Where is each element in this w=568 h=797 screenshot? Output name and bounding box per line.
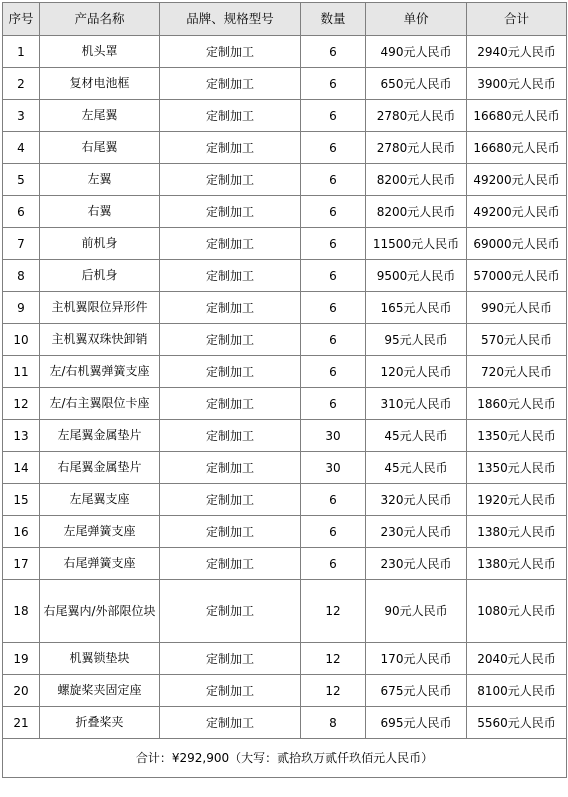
table-row bbox=[3, 36, 567, 68]
cell-brand-spec: 定制加工 bbox=[160, 388, 301, 420]
table-row bbox=[3, 580, 567, 643]
cell-unit-price: 650元人民币 bbox=[366, 68, 467, 100]
cell-unit-price: 120元人民币 bbox=[366, 356, 467, 388]
cell-unit-price: 95元人民币 bbox=[366, 324, 467, 356]
cell-brand-spec: 定制加工 bbox=[160, 68, 301, 100]
header-unit-price: 单价 bbox=[366, 3, 467, 36]
table-row bbox=[3, 420, 567, 452]
table-row bbox=[3, 675, 567, 707]
cell-product-name: 左/右机翼弹簧支座 bbox=[40, 356, 160, 388]
cell-quantity: 6 bbox=[301, 484, 366, 516]
cell-product-name: 右尾翼金属垫片 bbox=[40, 452, 160, 484]
cell-total: 8100元人民币 bbox=[467, 675, 567, 707]
header-row bbox=[3, 3, 567, 36]
cell-no: 18 bbox=[3, 580, 40, 643]
cell-no: 7 bbox=[3, 228, 40, 260]
header-quantity: 数量 bbox=[301, 3, 366, 36]
cell-no: 15 bbox=[3, 484, 40, 516]
cell-total: 990元人民币 bbox=[467, 292, 567, 324]
cell-total: 57000元人民币 bbox=[467, 260, 567, 292]
cell-unit-price: 675元人民币 bbox=[366, 675, 467, 707]
header-no: 序号 bbox=[3, 3, 40, 36]
cell-product-name: 复材电池框 bbox=[40, 68, 160, 100]
cell-total: 3900元人民币 bbox=[467, 68, 567, 100]
cell-total: 1380元人民币 bbox=[467, 548, 567, 580]
cell-total: 69000元人民币 bbox=[467, 228, 567, 260]
cell-product-name: 机头罩 bbox=[40, 36, 160, 68]
cell-product-name: 左尾翼支座 bbox=[40, 484, 160, 516]
cell-product-name: 折叠桨夹 bbox=[40, 707, 160, 739]
cell-unit-price: 11500元人民币 bbox=[366, 228, 467, 260]
cell-brand-spec: 定制加工 bbox=[160, 643, 301, 675]
cell-product-name: 右翼 bbox=[40, 196, 160, 228]
cell-brand-spec: 定制加工 bbox=[160, 548, 301, 580]
cell-quantity: 8 bbox=[301, 707, 366, 739]
cell-brand-spec: 定制加工 bbox=[160, 516, 301, 548]
table-row bbox=[3, 68, 567, 100]
cell-no: 13 bbox=[3, 420, 40, 452]
cell-unit-price: 9500元人民币 bbox=[366, 260, 467, 292]
cell-no: 19 bbox=[3, 643, 40, 675]
cell-no: 17 bbox=[3, 548, 40, 580]
cell-total: 1380元人民币 bbox=[467, 516, 567, 548]
cell-quantity: 6 bbox=[301, 228, 366, 260]
table-row bbox=[3, 164, 567, 196]
cell-quantity: 6 bbox=[301, 324, 366, 356]
table-row bbox=[3, 228, 567, 260]
cell-brand-spec: 定制加工 bbox=[160, 196, 301, 228]
cell-total: 2040元人民币 bbox=[467, 643, 567, 675]
table-row bbox=[3, 324, 567, 356]
table-row bbox=[3, 388, 567, 420]
cell-no: 6 bbox=[3, 196, 40, 228]
cell-brand-spec: 定制加工 bbox=[160, 260, 301, 292]
cell-product-name: 前机身 bbox=[40, 228, 160, 260]
cell-brand-spec: 定制加工 bbox=[160, 228, 301, 260]
cell-quantity: 6 bbox=[301, 260, 366, 292]
cell-no: 21 bbox=[3, 707, 40, 739]
cell-quantity: 6 bbox=[301, 68, 366, 100]
cell-brand-spec: 定制加工 bbox=[160, 452, 301, 484]
cell-quantity: 12 bbox=[301, 643, 366, 675]
cell-total: 1860元人民币 bbox=[467, 388, 567, 420]
table-row bbox=[3, 707, 567, 739]
cell-unit-price: 230元人民币 bbox=[366, 516, 467, 548]
cell-unit-price: 170元人民币 bbox=[366, 643, 467, 675]
cell-total: 49200元人民币 bbox=[467, 196, 567, 228]
cell-unit-price: 310元人民币 bbox=[366, 388, 467, 420]
cell-total: 49200元人民币 bbox=[467, 164, 567, 196]
cell-brand-spec: 定制加工 bbox=[160, 420, 301, 452]
cell-total: 1080元人民币 bbox=[467, 580, 567, 643]
cell-unit-price: 695元人民币 bbox=[366, 707, 467, 739]
cell-brand-spec: 定制加工 bbox=[160, 292, 301, 324]
table-body bbox=[3, 36, 567, 739]
cell-brand-spec: 定制加工 bbox=[160, 707, 301, 739]
table-row bbox=[3, 484, 567, 516]
cell-quantity: 6 bbox=[301, 292, 366, 324]
header-product-name: 产品名称 bbox=[40, 3, 160, 36]
cell-brand-spec: 定制加工 bbox=[160, 100, 301, 132]
cell-product-name: 右尾翼内/外部限位块 bbox=[40, 580, 160, 643]
cell-total: 1350元人民币 bbox=[467, 452, 567, 484]
cell-product-name: 螺旋桨夹固定座 bbox=[40, 675, 160, 707]
cell-product-name: 右尾弹簧支座 bbox=[40, 548, 160, 580]
table-header bbox=[3, 3, 567, 36]
cell-quantity: 6 bbox=[301, 516, 366, 548]
cell-no: 4 bbox=[3, 132, 40, 164]
cell-total: 16680元人民币 bbox=[467, 132, 567, 164]
cell-brand-spec: 定制加工 bbox=[160, 132, 301, 164]
grand-total-text: 合计：¥292,900（大写：贰拾玖万贰仟玖佰元人民币） bbox=[3, 739, 567, 778]
cell-no: 9 bbox=[3, 292, 40, 324]
cell-unit-price: 230元人民币 bbox=[366, 548, 467, 580]
cell-quantity: 12 bbox=[301, 580, 366, 643]
table-row bbox=[3, 132, 567, 164]
cell-unit-price: 490元人民币 bbox=[366, 36, 467, 68]
table-row bbox=[3, 196, 567, 228]
cell-brand-spec: 定制加工 bbox=[160, 356, 301, 388]
cell-quantity: 6 bbox=[301, 196, 366, 228]
cell-total: 2940元人民币 bbox=[467, 36, 567, 68]
cell-no: 1 bbox=[3, 36, 40, 68]
cell-product-name: 左尾翼金属垫片 bbox=[40, 420, 160, 452]
cell-product-name: 右尾翼 bbox=[40, 132, 160, 164]
table-row bbox=[3, 292, 567, 324]
cell-quantity: 12 bbox=[301, 675, 366, 707]
cell-unit-price: 320元人民币 bbox=[366, 484, 467, 516]
cell-no: 5 bbox=[3, 164, 40, 196]
summary-row bbox=[3, 739, 567, 778]
cell-quantity: 6 bbox=[301, 36, 366, 68]
cell-no: 20 bbox=[3, 675, 40, 707]
cell-product-name: 后机身 bbox=[40, 260, 160, 292]
cell-unit-price: 8200元人民币 bbox=[366, 164, 467, 196]
cell-quantity: 30 bbox=[301, 452, 366, 484]
table-row bbox=[3, 548, 567, 580]
table-row bbox=[3, 452, 567, 484]
cell-brand-spec: 定制加工 bbox=[160, 164, 301, 196]
cell-unit-price: 2780元人民币 bbox=[366, 100, 467, 132]
cell-product-name: 主机翼双珠快卸销 bbox=[40, 324, 160, 356]
cell-brand-spec: 定制加工 bbox=[160, 324, 301, 356]
cell-unit-price: 8200元人民币 bbox=[366, 196, 467, 228]
cell-brand-spec: 定制加工 bbox=[160, 36, 301, 68]
cell-quantity: 6 bbox=[301, 356, 366, 388]
quotation-table bbox=[2, 2, 567, 778]
cell-brand-spec: 定制加工 bbox=[160, 580, 301, 643]
cell-quantity: 6 bbox=[301, 164, 366, 196]
cell-brand-spec: 定制加工 bbox=[160, 675, 301, 707]
cell-product-name: 主机翼限位异形件 bbox=[40, 292, 160, 324]
table-footer bbox=[3, 739, 567, 778]
table-row bbox=[3, 643, 567, 675]
cell-product-name: 左翼 bbox=[40, 164, 160, 196]
header-total: 合计 bbox=[467, 3, 567, 36]
cell-total: 1350元人民币 bbox=[467, 420, 567, 452]
cell-total: 720元人民币 bbox=[467, 356, 567, 388]
cell-quantity: 6 bbox=[301, 388, 366, 420]
cell-no: 8 bbox=[3, 260, 40, 292]
cell-quantity: 6 bbox=[301, 132, 366, 164]
cell-unit-price: 90元人民币 bbox=[366, 580, 467, 643]
cell-unit-price: 165元人民币 bbox=[366, 292, 467, 324]
cell-product-name: 左尾翼 bbox=[40, 100, 160, 132]
cell-total: 570元人民币 bbox=[467, 324, 567, 356]
cell-quantity: 30 bbox=[301, 420, 366, 452]
cell-quantity: 6 bbox=[301, 100, 366, 132]
cell-total: 16680元人民币 bbox=[467, 100, 567, 132]
cell-no: 16 bbox=[3, 516, 40, 548]
table-row bbox=[3, 260, 567, 292]
table-row bbox=[3, 100, 567, 132]
cell-quantity: 6 bbox=[301, 548, 366, 580]
cell-unit-price: 2780元人民币 bbox=[366, 132, 467, 164]
table-row bbox=[3, 516, 567, 548]
cell-product-name: 左/右主翼限位卡座 bbox=[40, 388, 160, 420]
header-brand-spec: 品牌、规格型号 bbox=[160, 3, 301, 36]
cell-brand-spec: 定制加工 bbox=[160, 484, 301, 516]
cell-unit-price: 45元人民币 bbox=[366, 420, 467, 452]
cell-no: 14 bbox=[3, 452, 40, 484]
cell-unit-price: 45元人民币 bbox=[366, 452, 467, 484]
cell-no: 10 bbox=[3, 324, 40, 356]
cell-no: 3 bbox=[3, 100, 40, 132]
cell-product-name: 机翼锁垫块 bbox=[40, 643, 160, 675]
cell-no: 11 bbox=[3, 356, 40, 388]
cell-total: 1920元人民币 bbox=[467, 484, 567, 516]
cell-no: 2 bbox=[3, 68, 40, 100]
table-row bbox=[3, 356, 567, 388]
cell-no: 12 bbox=[3, 388, 40, 420]
cell-product-name: 左尾弹簧支座 bbox=[40, 516, 160, 548]
cell-total: 5560元人民币 bbox=[467, 707, 567, 739]
